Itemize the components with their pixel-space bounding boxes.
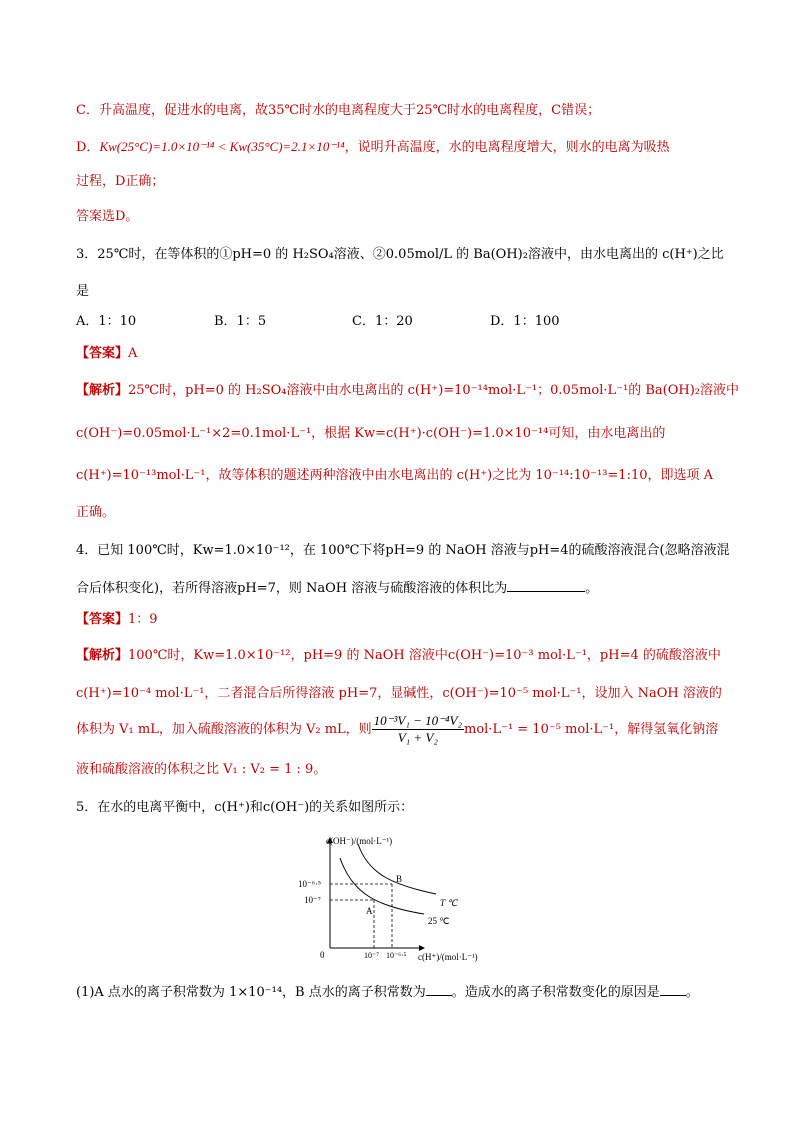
option-b: B．1：5: [214, 314, 267, 329]
point-b-label: B: [396, 874, 403, 884]
answer-value: A: [128, 346, 138, 361]
explanation-text: 体积为 V₁ mL，加入硫酸溶液的体积为 V₂ mL，则: [76, 722, 372, 737]
option-c: C．1：20: [352, 314, 413, 329]
fraction: [372, 713, 464, 746]
option-d: D．1：100: [490, 314, 560, 329]
answer-tag: 【答案】: [76, 346, 129, 361]
option-d-continued: 过程，D正确；: [76, 174, 165, 189]
question-3-explanation-1: [76, 381, 739, 401]
question-5-part-1-end: 。: [685, 985, 699, 1000]
x-tick-low: 10⁻⁷: [364, 951, 380, 960]
curve-25-label: 25 ℃: [428, 916, 450, 926]
explanation-tag: 【解析】: [76, 648, 129, 663]
kw-comparison: Kw(25°C)=1.0×10⁻¹⁴ < Kw(35°C)=2.1×10⁻¹⁴: [99, 139, 345, 154]
y-tick-low: 10⁻⁷: [304, 895, 321, 905]
option-c-analysis: C．升高温度，促进水的电离，故35℃时水的电离程度大于25℃时水的电离程度，C错误；: [76, 103, 601, 118]
question-4-text: 合后体积变化)，若所得溶液pH=7，则 NaOH 溶液与硫酸溶液的体积比为: [76, 581, 508, 596]
question-3-answer: [76, 344, 137, 364]
option-d-analysis: [76, 137, 670, 158]
x-axis-label: c(H⁺)/(mol·L⁻¹): [418, 952, 478, 962]
question-3-explanation-2: c(OH⁻)=0.05mol·L⁻¹×2=0.1mol·L⁻¹，根据 Kw=c(H⁺)·c(OH⁻)=1.0×10⁻¹⁴可知，由水电离出的: [76, 426, 666, 441]
question-4-explanation-4: 液和硫酸溶液的体积之比 V₁ : V₂ = 1 : 9。: [76, 762, 327, 777]
question-4-end: 。: [585, 581, 599, 596]
ion-product-figure: [296, 832, 496, 967]
option-d-text: ，说明升高温度，水的电离程度增大，则水的电离为吸热: [344, 140, 670, 155]
question-4-explanation-3: [76, 712, 718, 748]
question-3-continued: 是: [76, 284, 90, 299]
fraction-numerator: 10⁻³V₁ − 10⁻⁴V₂: [373, 713, 462, 728]
explanation-text: 100℃时，Kw=1.0×10⁻¹²，pH=9 的 NaOH 溶液中c(OH⁻)=10⁻³ mol·L⁻¹，pH=4 的硫酸溶液中: [128, 648, 721, 663]
explanation-tag: 【解析】: [76, 383, 129, 398]
option-d-label: D．: [76, 140, 100, 155]
curve-t: [358, 844, 436, 894]
question-5-part-1-text: (1)A 点水的离子积常数为 1×10⁻¹⁴，B 点水的离子积常数为: [76, 985, 426, 1000]
question-3: 3．25℃时，在等体积的①pH=0 的 H₂SO₄溶液、②0.05mol/L 的 Ba(OH)₂溶液中，由水电离出的 c(H⁺)之比: [76, 247, 724, 262]
x-tick-high: 10⁻⁶·⁵: [386, 951, 407, 960]
point-a-label: A: [366, 906, 373, 916]
curve-25: [340, 858, 424, 914]
question-3-options: [76, 312, 628, 332]
explanation-text: 25℃时，pH=0 的 H₂SO₄溶液中由水电离出的 c(H⁺)=10⁻¹⁴mol·L⁻¹；0.05mol·L⁻¹的 Ba(OH)₂溶液中: [128, 383, 740, 398]
question-5-part-1-text-2: 。造成水的离子积常数变化的原因是: [451, 985, 660, 1000]
answer-blank[interactable]: [507, 578, 585, 592]
fraction-denominator: V₁ + V₂: [397, 730, 438, 745]
answer-tag: 【答案】: [76, 612, 129, 627]
answer-blank-reason[interactable]: [660, 982, 686, 996]
question-5: 5．在水的电离平衡中，c(H⁺)和c(OH⁻)的关系如图所示：: [76, 800, 414, 815]
question-4-explanation-2: c(H⁺)=10⁻⁴ mol·L⁻¹，二者混合后所得溶液 pH=7，显碱性，c(OH⁻)=10⁻⁵ mol·L⁻¹，设加入 NaOH 溶液的: [76, 686, 722, 701]
origin-label: 0: [320, 950, 325, 960]
question-3-explanation-4: 正确。: [76, 505, 116, 520]
question-4-answer: [76, 610, 158, 630]
question-4-explanation-1: [76, 646, 721, 666]
answer-blank-b[interactable]: [426, 982, 452, 996]
question-4-line-2: [76, 578, 598, 599]
y-tick-high: 10⁻⁶·⁵: [298, 879, 322, 889]
question-3-explanation-3: c(H⁺)=10⁻¹³mol·L⁻¹，故等体积的题述两种溶液中由水电离出的 c(H⁺)之比为 10⁻¹⁴:10⁻¹³=1:10，即选项 A: [76, 468, 714, 483]
y-axis-label: c(OH⁻)/(mol·L⁻¹): [326, 836, 393, 846]
answer-d: 答案选D。: [76, 209, 139, 224]
question-4-line-1: 4．已知 100℃时，Kw=1.0×10⁻¹²，在 100℃下将pH=9 的 NaOH 溶液与pH=4的硫酸溶液混合(忽略溶液混: [76, 543, 730, 558]
answer-value: 1：9: [128, 612, 158, 627]
question-5-part-1: [76, 982, 699, 1003]
curve-t-label: T ℃: [440, 898, 458, 908]
option-a: A．1：10: [76, 314, 137, 329]
explanation-text: mol·L⁻¹ = 10⁻⁵ mol·L⁻¹，解得氢氧化钠溶: [464, 722, 719, 737]
